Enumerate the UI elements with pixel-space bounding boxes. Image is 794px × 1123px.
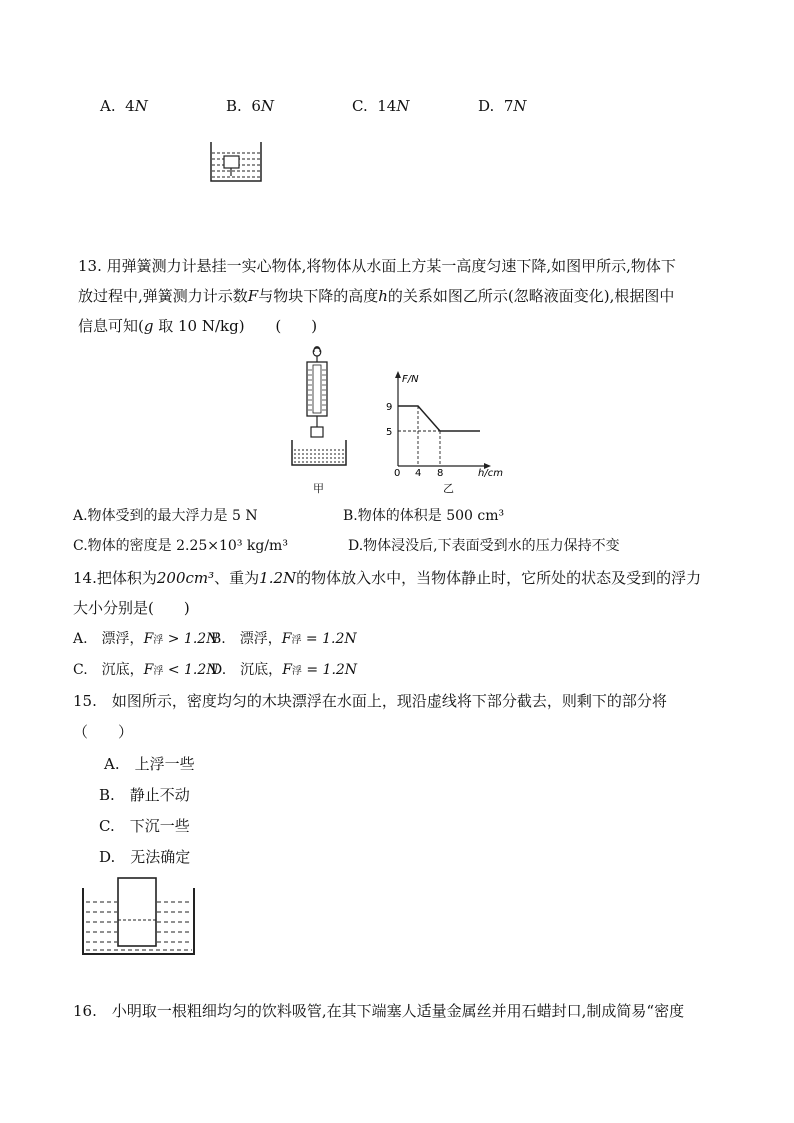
jia-beaker — [292, 440, 346, 465]
q12-option-c: C. 14N — [352, 97, 410, 115]
submerged-block — [224, 156, 239, 168]
hand-icon — [313, 347, 321, 356]
graph-xtick-4: 4 — [415, 468, 422, 479]
graph-origin: 0 — [394, 468, 401, 479]
q15-option-d: D. 无法确定 — [99, 848, 191, 866]
q12-option-a: A. 4N — [100, 97, 148, 115]
q14-option-d: D. 沉底，F浮 = 1.2N — [211, 662, 358, 678]
graph-xlabel: h/cm — [478, 468, 503, 479]
fig-label-yi: 乙 — [443, 482, 454, 495]
q14-line2: 大小分别是( ) — [73, 599, 190, 617]
q14-line1: 14.把体积为200cm³、重为1.2N的物体放入水中，当物体静止时，它所处的状态及受到的浮力 — [73, 569, 702, 587]
q13-option-d: D.物体浸没后,下表面受到水的压力保持不变 — [348, 538, 620, 554]
graph-ytick-5: 5 — [386, 427, 393, 438]
q15-line2: （ ） — [73, 723, 134, 741]
f-h-curve — [398, 406, 480, 431]
q14-option-a: A. 漂浮，F浮 > 1.2N — [73, 631, 219, 647]
fig-label-jia: 甲 — [313, 482, 324, 495]
q13-option-a: A.物体受到的最大浮力是 5 N — [73, 508, 258, 524]
q15-option-c: C. 下沉一些 — [99, 817, 190, 835]
graph-ytick-9: 9 — [386, 402, 393, 413]
q13-line3: 信息可知(g 取 10 N/kg) ( ) — [78, 317, 318, 335]
q14-option-b: B. 漂浮，F浮 = 1.2N — [211, 631, 357, 647]
q13-line2: 放过程中,弹簧测力计示数F与物块下降的高度h的关系如图乙所示(忽略液面变化),根据图中 — [78, 287, 675, 305]
q13-option-c: C.物体的密度是 2.25×10³ kg/m³ — [73, 538, 288, 554]
wooden-block — [118, 878, 156, 946]
graph-xtick-8: 8 — [437, 468, 444, 479]
q15-line1: 15. 如图所示，密度均匀的木块漂浮在水面上，现沿虚线将下部分截去，则剩下的部分将 — [73, 692, 667, 710]
q13-line1: 13. 用弹簧测力计悬挂一实心物体,将物体从水面上方某一高度匀速下降,如图甲所示,物体下 — [78, 257, 676, 275]
q13-figure-jia — [286, 342, 350, 467]
q12-option-d: D. 7N — [478, 97, 527, 115]
q15-floating-block-figure — [80, 874, 198, 958]
q15-option-b: B. 静止不动 — [99, 786, 190, 804]
q13-option-b: B.物体的体积是 500 cm³ — [343, 508, 505, 524]
q13-figure-yi-graph — [384, 368, 504, 480]
jia-water — [294, 450, 344, 462]
hanging-block — [311, 427, 323, 437]
q16-line1: 16. 小明取一根粗细均匀的饮料吸管,在其下端塞人适量金属丝并用石蜡封口,制成简易“密度 — [73, 1002, 685, 1020]
q12-beaker-figure — [208, 140, 264, 184]
graph-guide-lines — [398, 406, 440, 466]
q15-option-a: A. 上浮一些 — [104, 755, 195, 773]
q14-option-c: C. 沉底，F浮 < 1.2N — [73, 662, 219, 678]
graph-ylabel: F/N — [402, 374, 419, 385]
q12-option-b: B. 6N — [226, 97, 275, 115]
